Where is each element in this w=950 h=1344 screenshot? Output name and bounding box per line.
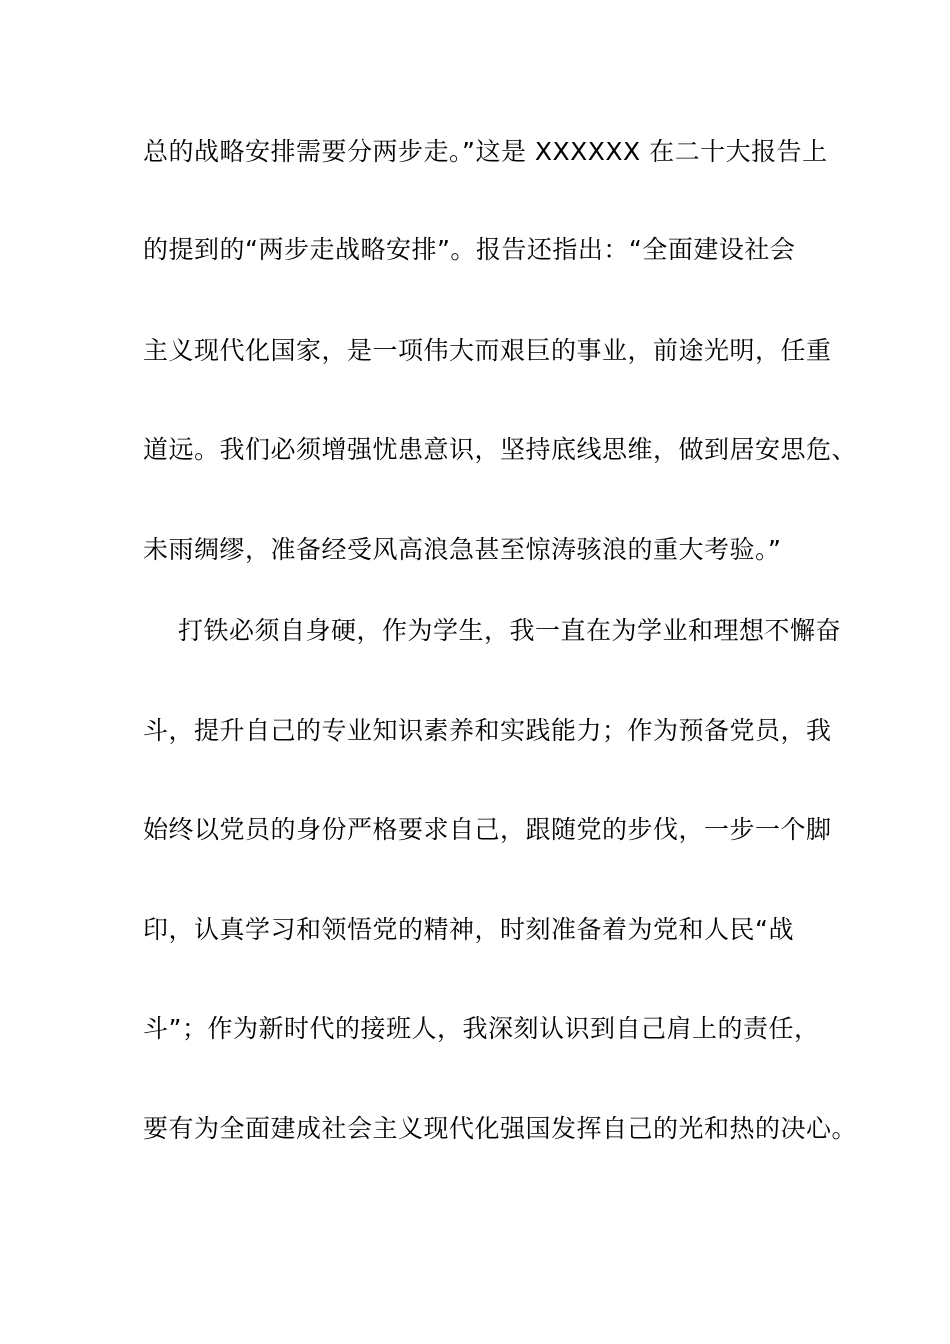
- text-line: 印，认真学习和领悟党的精神，时刻准备着为党和人民“战: [143, 915, 794, 944]
- text-line: 斗”；作为新时代的接班人，我深刻认识到自己肩上的责任，: [143, 1014, 820, 1043]
- text-line: 的提到的“两步走战略安排”。报告还指出：“全面建设社会: [143, 235, 796, 264]
- text-line: 主义现代化国家，是一项伟大而艰巨的事业，前途光明，任重: [143, 336, 832, 365]
- text-line: 斗，提升自己的专业知识素养和实践能力；作为预备党员，我: [143, 716, 832, 745]
- text-line: 总的战略安排需要分两步走。”这是 XXXXXX 在二十大报告上: [143, 137, 828, 166]
- text-line: 未雨绸缪，准备经受风高浪急甚至惊涛骇浪的重大考验。”: [143, 535, 782, 564]
- text-line: 始终以党员的身份严格要求自己，跟随党的步伐，一步一个脚: [143, 815, 832, 844]
- paragraph-first-line: 打铁必须自身硬，作为学生，我一直在为学业和理想不懈奋: [178, 616, 842, 645]
- text-line: 道远。我们必须增强忧患意识，坚持底线思维，做到居安思危、: [143, 435, 858, 464]
- text-line: 要有为全面建成社会主义现代化强国发挥自己的光和热的决心。: [143, 1114, 858, 1143]
